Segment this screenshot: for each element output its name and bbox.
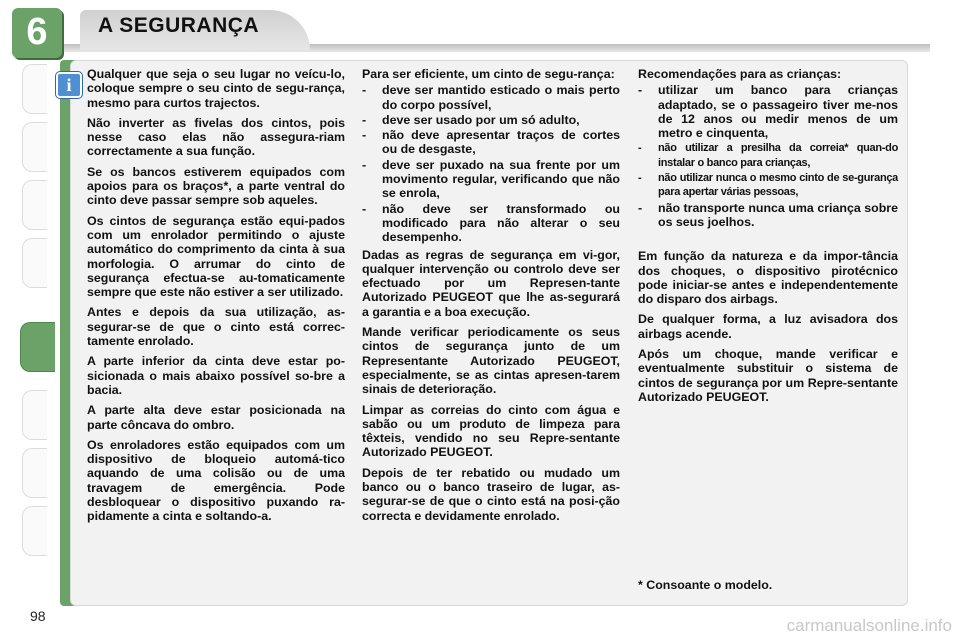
- paragraph: A parte inferior da cinta deve estar po-sicionada o mais abaixo possível so-bre a bacia.: [87, 354, 345, 397]
- list-item: - não utilizar nunca o mesmo cinto de se-gurança para apertar várias pessoas,: [638, 172, 898, 199]
- list-item: - não deve apresentar traços de cortes ou de desgaste,: [362, 128, 620, 157]
- footnote: * Consoante o modelo.: [638, 578, 773, 592]
- watermark: carmanualsonline.info: [786, 616, 952, 635]
- list-item: - utilizar um banco para crianças adaptado, se o passageiro tiver me-nos de 12 anos ou medir menos de um metro e cinquenta,: [638, 83, 898, 141]
- paragraph: Depois de ter rebatido ou mudado um banco ou o banco traseiro de lugar, as-segurar-se de que o cinto está na posi-ção correcta e devidamente enrolado.: [362, 465, 620, 523]
- paragraph: Antes e depois da sua utilização, as-segurar-se de que o cinto está correc-tamente enrolado.: [87, 305, 345, 349]
- chapter-tab[interactable]: [22, 122, 47, 172]
- header: [0, 0, 960, 53]
- paragraph: Limpar as correias do cinto com água e sabão ou um produto de limpeza para têxteis, vendido no seu Repre-sentante Autorizado PEUGEOT.: [362, 402, 620, 460]
- chapter-tab[interactable]: [22, 390, 47, 440]
- list-item: - não transporte nunca uma criança sobre os seus joelhos.: [638, 200, 898, 229]
- column-2: [362, 67, 620, 529]
- page-title: A SEGURANÇA: [98, 14, 260, 37]
- paragraph: Dadas as regras de segurança em vi-gor, qualquer intervenção ou controlo deve ser efectuado por um Represen-tante Autorizado PEUGEOT que lhe as-segurará a garantia e a boa execução.: [362, 247, 620, 319]
- airbag-heading: Em função da natureza e da impor-tância dos choques: [638, 249, 898, 278]
- list-item: - não utilizar a presilha da correia* quan-do instalar o banco para crianças,: [638, 142, 898, 169]
- list-item: - deve ser usado por um só adulto,: [362, 112, 580, 127]
- paragraph: Não inverter as fivelas dos cintos, pois nesse caso elas não assegura-riam correctamente a sua função.: [87, 115, 345, 159]
- chapter-tab[interactable]: [22, 506, 47, 556]
- airbag-paragraph: [638, 249, 898, 306]
- paragraph: Os cintos de segurança estão equi-pados com um enrolador permitindo o ajuste automático do comprimento da cinta à sua morfologia. O arrumar do cinto de segurança efectua-se au-tomaticamente sempre que este não estiver a ser utilizado.: [87, 213, 345, 300]
- paragraph: Qualquer que seja o seu lugar no veícu-lo, coloque sempre o seu cinto de segu-rança, mesmo para curtos trajectos.: [87, 67, 345, 110]
- chapter-tab[interactable]: [22, 448, 47, 498]
- chapter-badge: [12, 8, 62, 58]
- children-heading: Recomendações para as crianças:: [638, 67, 842, 81]
- paragraph: A parte alta deve estar posicionada na parte côncava do ombro.: [87, 403, 345, 432]
- chapter-tab-active[interactable]: [20, 322, 55, 372]
- paragraph: Após um choque, mande verificar e eventualmente substituir o sistema de cintos de segurança por um Repre-sentante Autorizado PEUGEOT.: [638, 347, 898, 404]
- list-intro: Para ser eficiente, um cinto de segu-rança:: [362, 67, 615, 81]
- chapter-tab[interactable]: [22, 180, 47, 230]
- chapter-number: 6: [26, 11, 48, 53]
- column-1: [87, 67, 345, 530]
- info-icon: i: [56, 72, 82, 98]
- chapter-tab[interactable]: [22, 238, 47, 288]
- list-item: - não deve ser transformado ou modificado para não alterar o seu desempenho.: [362, 201, 620, 245]
- chapter-tab[interactable]: [22, 64, 47, 114]
- paragraph: Mande verificar periodicamente os seus cintos de segurança junto de um Representante Autorizado PEUGEOT, especialmente, se as cintas apresen-tarem sinais de deterioração.: [362, 325, 620, 397]
- paragraph: De qualquer forma, a luz avisadora dos airbags acende.: [638, 312, 898, 341]
- airbag-text: , o dispositivo pirotécnico pode iniciar-se antes e independentemente do disparo dos airbags.: [638, 263, 898, 307]
- chapter-tabs: [22, 64, 46, 574]
- page-number: 98: [30, 608, 46, 624]
- list-item: - deve ser mantido esticado o mais perto do corpo possível,: [362, 83, 620, 112]
- paragraph: Se os bancos estiverem equipados com apoios para os braços*, a parte ventral do cinto deve passar sempre sob aqueles.: [87, 164, 345, 208]
- column-3: [638, 67, 898, 410]
- list-item: - deve ser puxado na sua frente por um movimento regular, verificando que não se enrola,: [362, 157, 620, 201]
- paragraph: Os enroladores estão equipados com um dispositivo de bloqueio automá-tico aquando de uma colisão ou de uma travagem de emergência. Pode desbloquear o dispositivo puxando ra-pidamente a cinta e soltando-a.: [87, 437, 345, 524]
